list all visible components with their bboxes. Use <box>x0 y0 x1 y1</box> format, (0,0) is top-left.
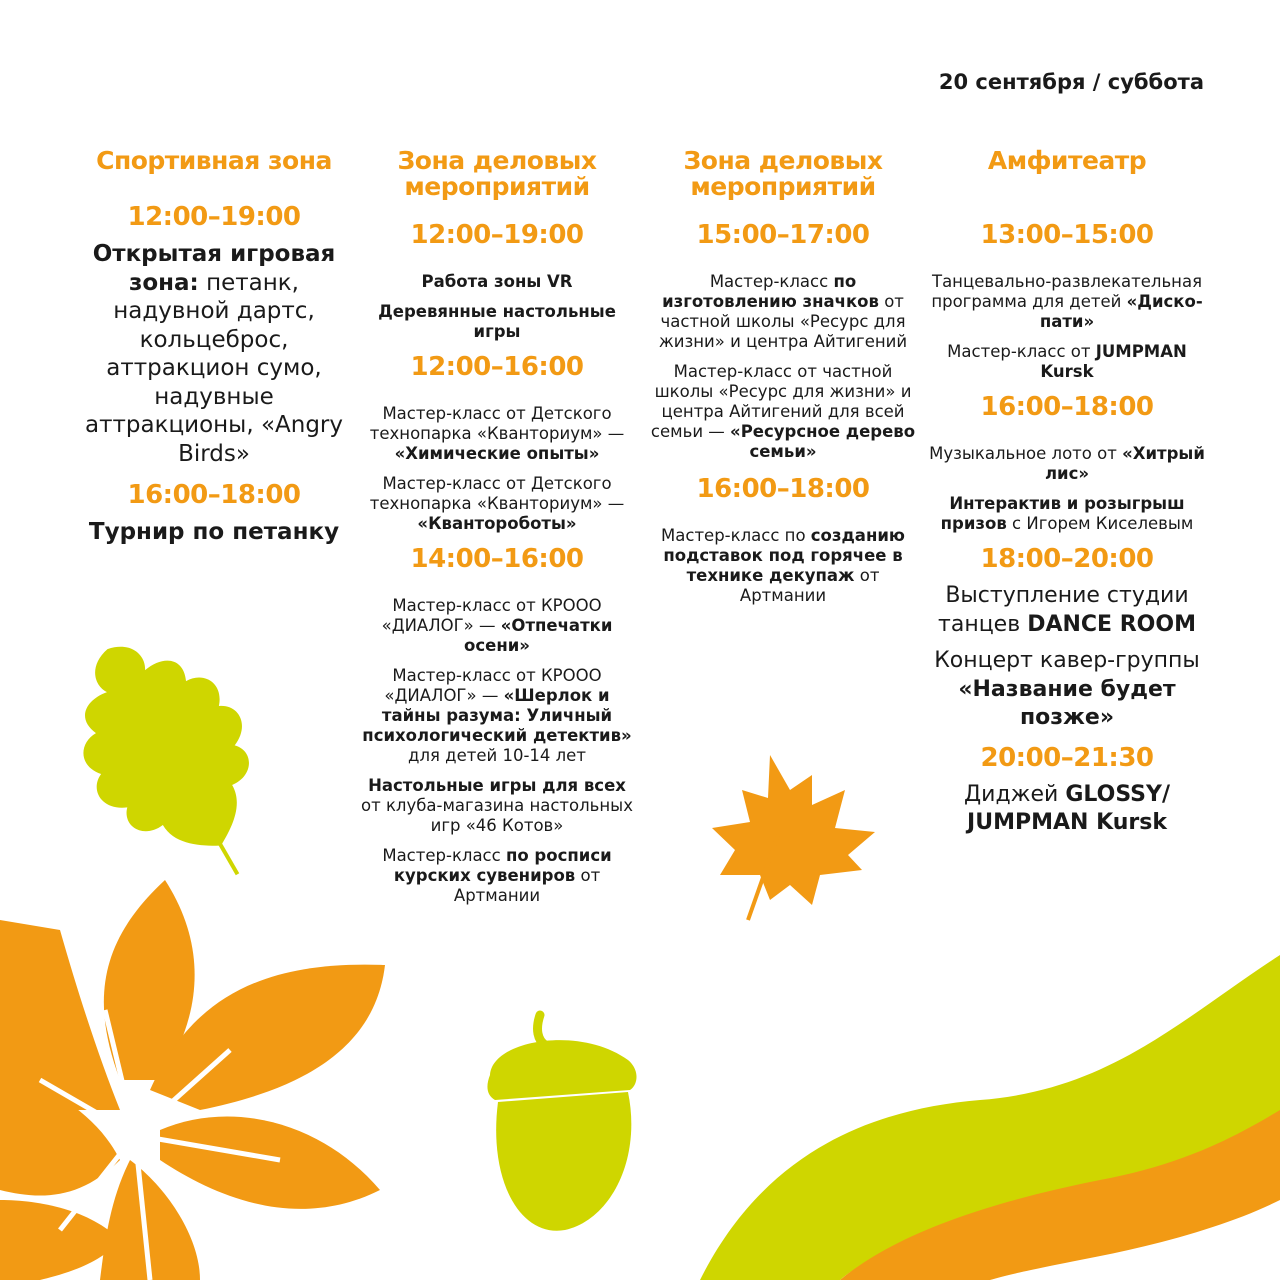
event-highlight: «Шерлок и тайны разума: Уличный психологический детектив» <box>362 686 632 745</box>
event-highlight: «Ресурсное дерево семьи» <box>730 422 916 461</box>
event-text: для детей 10-14 лет <box>408 746 586 765</box>
wave-ribbon-icon <box>700 955 1280 1280</box>
event-text: от клуба-магазина настольных игр «46 Котов» <box>361 796 633 835</box>
time-slot: 16:00–18:00 <box>127 480 301 510</box>
big-leaf-icon <box>0 880 385 1280</box>
event-item <box>358 596 636 656</box>
event-text: от частной школы «Ресурс для жизни» и центра Айтигений <box>658 292 908 351</box>
column-business-zone-1 <box>358 148 636 916</box>
time-slot: 20:00–21:30 <box>980 742 1154 773</box>
event-text: Концерт кавер-группы <box>934 648 1200 673</box>
event-highlight: Работа зоны VR <box>421 272 573 291</box>
event-highlight: JUMPMAN Kursk <box>1040 342 1187 381</box>
event-text: Мастер-класс от Детского технопарка «Кванториум» — <box>369 474 625 513</box>
acorn-icon <box>487 1015 636 1231</box>
event-item <box>82 518 346 547</box>
time-slot: 16:00–18:00 <box>696 474 870 504</box>
zone-title: Зона деловых мероприятий <box>397 146 597 201</box>
event-text: Танцевально-развлекательная программа для детей <box>931 272 1203 311</box>
event-highlight: по изготовлению значков <box>662 272 879 311</box>
time-slot: 12:00–16:00 <box>410 352 584 382</box>
column-sport-zone <box>82 148 346 555</box>
event-item <box>82 240 346 468</box>
event-text: Мастер-класс <box>382 846 506 865</box>
event-highlight: Настольные игры для всех <box>368 776 626 795</box>
event-item <box>928 647 1206 733</box>
event-item <box>358 776 636 836</box>
event-highlight: Турнир по петанку <box>88 519 340 545</box>
column-amphitheater <box>928 148 1206 846</box>
zone-title: Амфитеатр <box>987 146 1147 175</box>
event-item <box>358 302 636 342</box>
time-slot: 12:00–19:00 <box>127 202 301 232</box>
event-text: Мастер-класс по <box>661 526 811 545</box>
event-item <box>358 846 636 906</box>
event-item <box>358 474 636 534</box>
event-highlight: GLOSSY/ JUMPMAN Kursk <box>967 781 1170 835</box>
event-item <box>928 494 1206 534</box>
event-item <box>928 781 1206 838</box>
event-text: Мастер-класс от КРООО «ДИАЛОГ» — <box>381 596 602 635</box>
event-item <box>642 362 924 462</box>
event-item <box>642 526 924 606</box>
event-highlight: по росписи курских сувениров <box>393 846 612 885</box>
time-slot: 18:00–20:00 <box>980 544 1154 574</box>
event-text: петанк, надувной дартс, кольцеброс, аттракцион сумо, надувные аттракционы, «Angry Birds» <box>84 269 344 467</box>
time-slot: 13:00–15:00 <box>980 220 1154 250</box>
event-text: Диджей <box>963 781 1066 807</box>
event-text: Мастер-класс от <box>947 342 1096 361</box>
event-date: 20 сентября / суббота <box>938 70 1204 94</box>
event-highlight: Открытая игровая зона: <box>92 241 336 296</box>
event-text: от Артмании <box>739 566 880 605</box>
event-item <box>358 404 636 464</box>
time-slot: 16:00–18:00 <box>980 392 1154 422</box>
event-highlight: созданию подставок под горячее в технике декупаж <box>663 526 905 585</box>
time-slot: 14:00–16:00 <box>410 544 584 574</box>
maple-leaf-icon <box>712 755 875 920</box>
event-highlight: «Отпечатки осени» <box>464 616 613 655</box>
event-item <box>928 582 1206 639</box>
event-highlight: «Химические опыты» <box>394 444 600 463</box>
event-text: Мастер-класс от частной школы «Ресурс для жизни» и центра Айтигений для всей семьи — <box>650 362 912 441</box>
event-text: Мастер-класс <box>709 272 834 291</box>
event-highlight: «Название будет позже» <box>958 676 1176 730</box>
event-item <box>928 342 1206 382</box>
event-highlight: «Диско-пати» <box>1039 292 1203 331</box>
zone-title: Зона деловых мероприятий <box>683 146 883 201</box>
event-highlight: «Хитрый лис» <box>1044 444 1205 483</box>
oak-leaf-icon <box>37 609 307 915</box>
event-text: Мастер-класс от КРООО «ДИАЛОГ» — <box>384 666 602 705</box>
zone-title: Спортивная зона <box>96 146 332 175</box>
column-business-zone-2 <box>642 148 924 616</box>
event-highlight: Деревянные настольные игры <box>378 302 616 341</box>
event-item <box>358 666 636 766</box>
event-highlight: «Кванторoботы» <box>417 514 577 533</box>
event-text: Выступление студии танцев <box>938 583 1189 637</box>
event-text: от Артмании <box>453 866 601 905</box>
event-text: Мастер-класс от Детского технопарка «Кванториум» — <box>369 404 625 443</box>
event-text: с Игорем Киселевым <box>1006 514 1194 533</box>
time-slot: 12:00–19:00 <box>410 220 584 250</box>
event-item <box>642 272 924 352</box>
event-item <box>928 444 1206 484</box>
event-highlight: DANCE ROOM <box>1027 611 1196 637</box>
event-text: Музыкальное лото от <box>929 444 1123 463</box>
time-slot: 15:00–17:00 <box>696 220 870 250</box>
event-highlight: Интерактив и розыгрыш призов <box>940 494 1185 533</box>
event-item <box>928 272 1206 332</box>
event-item <box>358 272 636 292</box>
